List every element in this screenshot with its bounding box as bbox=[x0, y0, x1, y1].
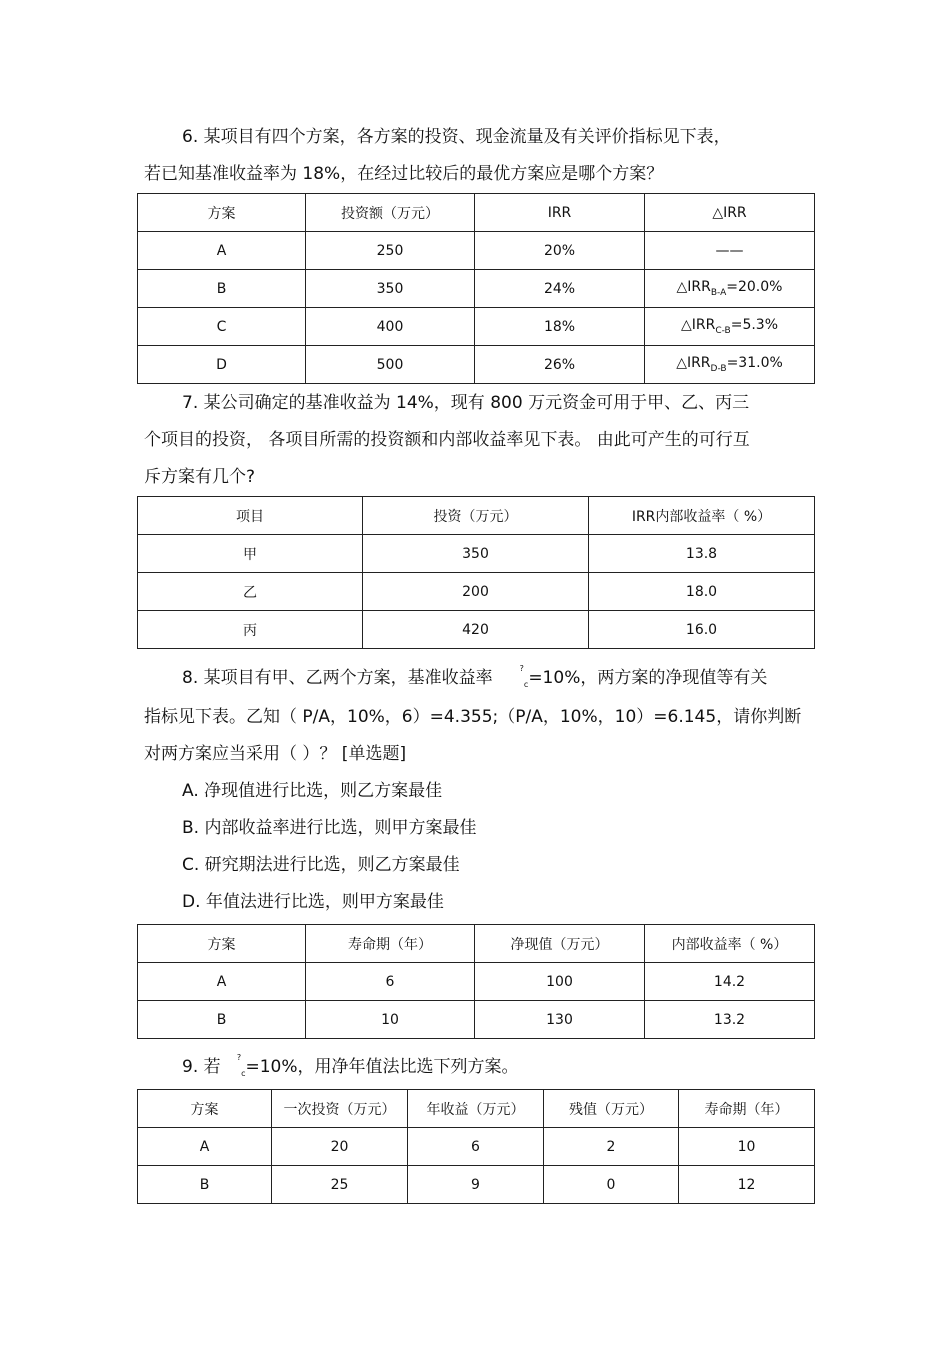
table-cell: B bbox=[138, 1166, 272, 1204]
table-cell: 18.0 bbox=[589, 573, 815, 611]
table-cell: 500 bbox=[306, 346, 475, 384]
table-cell: 20% bbox=[475, 232, 645, 270]
question-6-line-2: 若已知基准收益率为 18%，在经过比较后的最优方案应是哪个方案？ bbox=[144, 164, 664, 184]
question-7 bbox=[144, 385, 816, 496]
question-8-line-1 bbox=[144, 660, 816, 699]
delta-irr-cell bbox=[645, 346, 815, 384]
rate-symbol: ? bbox=[519, 664, 524, 673]
table-cell: 250 bbox=[306, 232, 475, 270]
table-cell: B bbox=[138, 270, 306, 308]
header-cell: 方案 bbox=[138, 194, 306, 232]
rate-symbol-subscript: c bbox=[241, 1069, 246, 1078]
table-cell: 乙 bbox=[138, 573, 363, 611]
table-row bbox=[138, 270, 815, 308]
header-cell: 寿命期（年） bbox=[306, 925, 475, 963]
table-cell: 24% bbox=[475, 270, 645, 308]
header-cell: 年收益（万元） bbox=[408, 1090, 544, 1128]
option-c: C. 研究期法进行比选，则乙方案最佳 bbox=[182, 855, 460, 875]
table-header-row bbox=[138, 194, 815, 232]
question-8-line-3: 对两方案应当采用（ ）？ [单选题] bbox=[144, 744, 407, 764]
delta-irr-label: △IRR bbox=[680, 317, 716, 334]
question-6 bbox=[144, 119, 816, 193]
delta-irr-value: =31.0% bbox=[726, 355, 783, 372]
question-8-text-post: =10%，两方案的净现值等有关 bbox=[528, 668, 768, 688]
table-row bbox=[138, 535, 815, 573]
rate-symbol: ? bbox=[236, 1053, 242, 1062]
table-cell: 130 bbox=[475, 1001, 645, 1039]
table-cell: 14.2 bbox=[645, 963, 815, 1001]
table-header-row bbox=[138, 497, 815, 535]
delta-irr-cell bbox=[645, 270, 815, 308]
question-8-text-pre: 8. 某项目有甲、乙两个方案，基准收益率 bbox=[182, 668, 493, 688]
table-cell: A bbox=[138, 963, 306, 1001]
question-7-line-2: 个项目的投资， 各项目所需的投资额和内部收益率见下表。 由此可产生的可行互 bbox=[144, 430, 750, 450]
question-9 bbox=[144, 1049, 816, 1088]
table-cell: 甲 bbox=[138, 535, 363, 573]
table-cell: 6 bbox=[306, 963, 475, 1001]
delta-irr-subscript: B-A bbox=[710, 287, 727, 298]
header-cell: 内部收益率（ %） bbox=[645, 925, 815, 963]
table-cell: B bbox=[138, 1001, 306, 1039]
question-9-text-post: =10%，用净年值法比选下列方案。 bbox=[245, 1057, 519, 1077]
table-cell: 420 bbox=[363, 611, 589, 649]
header-cell: 投资（万元） bbox=[363, 497, 589, 535]
table-row bbox=[138, 232, 815, 270]
delta-irr-subscript: C-B bbox=[715, 325, 731, 336]
delta-irr-cell bbox=[645, 308, 815, 346]
table-cell: 6 bbox=[408, 1128, 544, 1166]
table-row bbox=[138, 308, 815, 346]
table-row bbox=[138, 1128, 815, 1166]
table-cell: 2 bbox=[544, 1128, 679, 1166]
table-cell: A bbox=[138, 232, 306, 270]
table-q7 bbox=[137, 496, 815, 649]
table-q8 bbox=[137, 924, 815, 1039]
table-cell: 26% bbox=[475, 346, 645, 384]
table-row bbox=[138, 963, 815, 1001]
table-cell: 25 bbox=[272, 1166, 408, 1204]
table-cell: 200 bbox=[363, 573, 589, 611]
delta-irr-subscript: D-B bbox=[710, 363, 727, 374]
delta-irr-label: △IRR bbox=[676, 279, 711, 296]
question-8-line-2: 指标见下表。乙知（ P/A，10%，6）=4.355;（P/A，10%，10）=6.145，请你判断 bbox=[144, 707, 802, 727]
table-row bbox=[138, 1166, 815, 1204]
table-row bbox=[138, 611, 815, 649]
table-header-row bbox=[138, 925, 815, 963]
table-row bbox=[138, 1001, 815, 1039]
header-cell: △IRR bbox=[645, 194, 815, 232]
header-cell: 一次投资（万元） bbox=[272, 1090, 408, 1128]
table-cell: 350 bbox=[306, 270, 475, 308]
table-row bbox=[138, 346, 815, 384]
table-cell: 丙 bbox=[138, 611, 363, 649]
delta-irr-value: =20.0% bbox=[726, 279, 783, 296]
header-cell: 净现值（万元） bbox=[475, 925, 645, 963]
question-9-text-pre: 9. 若 bbox=[182, 1057, 221, 1077]
table-cell: 400 bbox=[306, 308, 475, 346]
table-cell: A bbox=[138, 1128, 272, 1166]
table-cell: 350 bbox=[363, 535, 589, 573]
option-d: D. 年值法进行比选，则甲方案最佳 bbox=[182, 892, 444, 912]
table-cell: 20 bbox=[272, 1128, 408, 1166]
header-cell: 方案 bbox=[138, 925, 306, 963]
option-b: B. 内部收益率进行比选，则甲方案最佳 bbox=[182, 818, 477, 838]
table-cell: 10 bbox=[306, 1001, 475, 1039]
table-cell: —— bbox=[645, 232, 815, 270]
header-cell: 残值（万元） bbox=[544, 1090, 679, 1128]
header-cell: IRR bbox=[475, 194, 645, 232]
table-cell: 12 bbox=[679, 1166, 815, 1204]
table-cell: 0 bbox=[544, 1166, 679, 1204]
question-8 bbox=[144, 660, 816, 921]
delta-irr-label: △IRR bbox=[676, 355, 711, 372]
header-cell: 投资额（万元） bbox=[306, 194, 475, 232]
table-cell: 10 bbox=[679, 1128, 815, 1166]
table-cell: 100 bbox=[475, 963, 645, 1001]
header-cell: 寿命期（年） bbox=[679, 1090, 815, 1128]
header-cell: 方案 bbox=[138, 1090, 272, 1128]
table-q6 bbox=[137, 193, 815, 384]
table-cell: 16.0 bbox=[589, 611, 815, 649]
question-7-line-3: 斥方案有几个? bbox=[144, 467, 256, 487]
header-cell: IRR内部收益率（ %） bbox=[589, 497, 815, 535]
question-7-line-1: 7. 某公司确定的基准收益为 14%，现有 800 万元资金可用于甲、乙、丙三 bbox=[182, 393, 750, 413]
table-cell: 13.8 bbox=[589, 535, 815, 573]
table-cell: C bbox=[138, 308, 306, 346]
table-cell: 13.2 bbox=[645, 1001, 815, 1039]
table-q9 bbox=[137, 1089, 815, 1204]
table-cell: 9 bbox=[408, 1166, 544, 1204]
rate-symbol-subscript: c bbox=[523, 680, 529, 689]
option-a: A. 净现值进行比选，则乙方案最佳 bbox=[182, 781, 443, 801]
question-9-line-1 bbox=[144, 1049, 816, 1088]
table-row bbox=[138, 573, 815, 611]
question-6-line-1: 6. 某项目有四个方案，各方案的投资、现金流量及有关评价指标见下表， bbox=[182, 127, 731, 147]
table-cell: 18% bbox=[475, 308, 645, 346]
delta-irr-value: =5.3% bbox=[730, 317, 779, 334]
table-cell: D bbox=[138, 346, 306, 384]
header-cell: 项目 bbox=[138, 497, 363, 535]
table-header-row bbox=[138, 1090, 815, 1128]
